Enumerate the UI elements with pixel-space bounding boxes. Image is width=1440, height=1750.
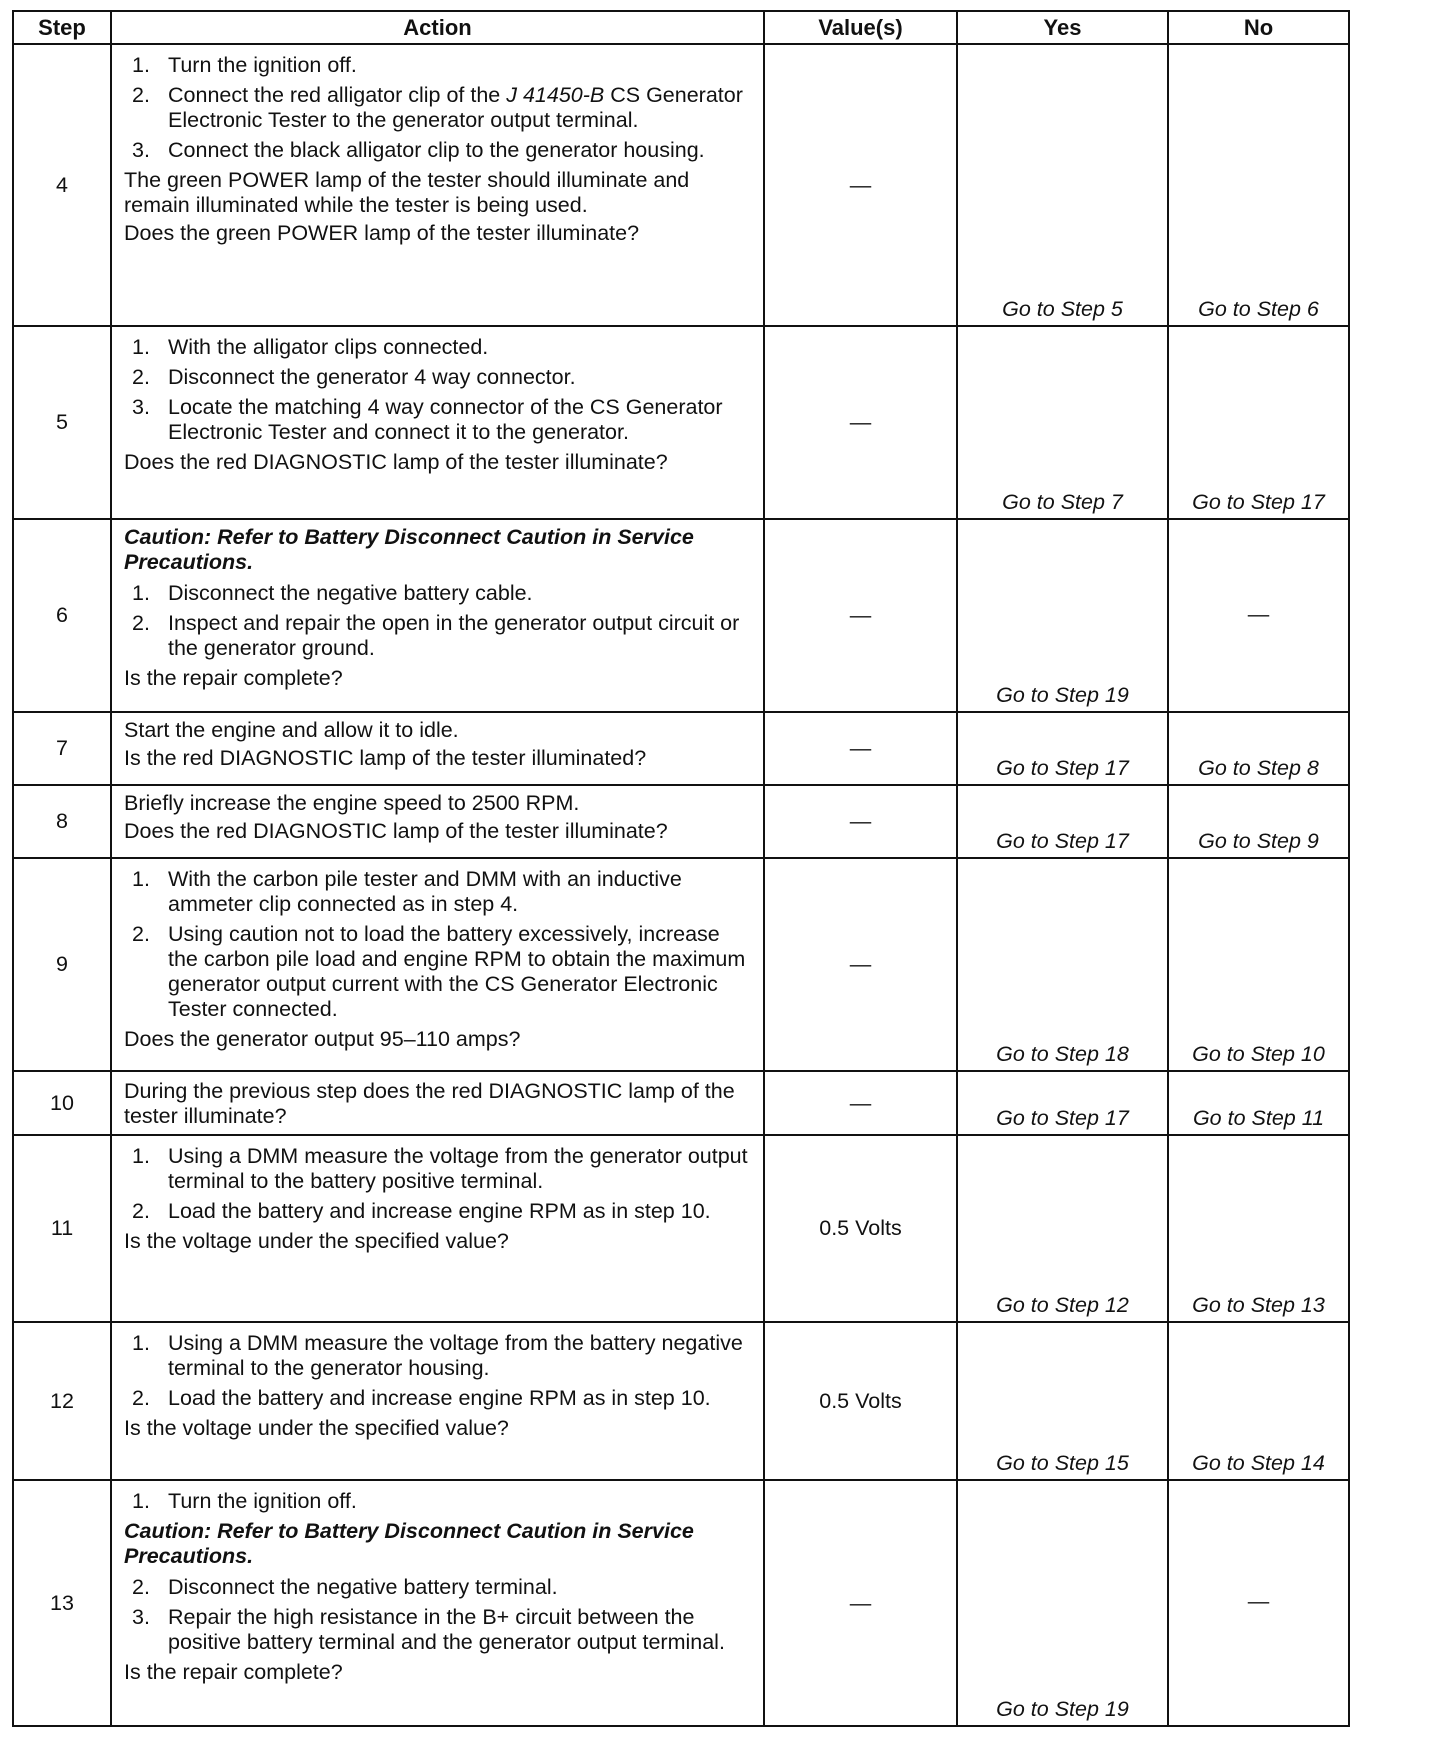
table-row [13, 712, 1349, 785]
table-row [13, 326, 1349, 519]
no-result: Go to Step 9 [1168, 785, 1349, 858]
header-no: No [1168, 11, 1349, 44]
step-number: 12 [13, 1322, 111, 1480]
item-number: 1. [132, 867, 150, 891]
item-text: Locate the matching 4 way connector of the CS Generator Electronic Tester and connect it to the generator. [168, 395, 723, 444]
item-text: With the carbon pile tester and DMM with an inductive ammeter clip connected as in step 4. [168, 867, 682, 916]
yes-result: Go to Step 7 [957, 326, 1168, 519]
question-text: Does the red DIAGNOSTIC lamp of the tester illuminate? [124, 450, 668, 474]
header-row [13, 11, 1349, 44]
value-cell: — [764, 785, 957, 858]
yes-result: Go to Step 5 [957, 44, 1168, 326]
list-item [124, 83, 753, 133]
value-cell: — [764, 1071, 957, 1135]
no-result: Go to Step 14 [1168, 1322, 1349, 1480]
item-text: With the alligator clips connected. [168, 335, 489, 359]
yes-result: Go to Step 17 [957, 785, 1168, 858]
question-text: Is the red DIAGNOSTIC lamp of the tester illuminated? [124, 746, 647, 770]
item-text: Using a DMM measure the voltage from the generator output terminal to the battery positive terminal. [168, 1144, 748, 1193]
header-yes: Yes [957, 11, 1168, 44]
list-item [124, 1331, 753, 1381]
item-number: 1. [132, 581, 150, 605]
item-text: Inspect and repair the open in the generator output circuit or the generator ground. [168, 611, 740, 660]
list-item [124, 1199, 753, 1224]
item-text-part: Connect the red alligator clip of the [168, 83, 507, 107]
item-text: Using a DMM measure the voltage from the battery negative terminal to the generator housing. [168, 1331, 743, 1380]
item-number: 3. [132, 1605, 150, 1629]
question-text: During the previous step does the red DIAGNOSTIC lamp of the tester illuminate? [124, 1079, 735, 1128]
item-number: 1. [132, 335, 150, 359]
table-row [13, 1071, 1349, 1135]
action-cell [111, 44, 764, 326]
item-number: 3. [132, 395, 150, 419]
step-number: 8 [13, 785, 111, 858]
table-row [13, 519, 1349, 712]
list-item [124, 1605, 753, 1655]
item-number: 2. [132, 922, 150, 946]
no-result: — [1168, 519, 1349, 712]
value-cell: 0.5 Volts [764, 1135, 957, 1322]
diagnostic-table [12, 10, 1350, 1727]
yes-result: Go to Step 15 [957, 1322, 1168, 1480]
list-item [124, 53, 753, 78]
item-text: Connect the black alligator clip to the generator housing. [168, 138, 705, 162]
list-item [124, 1144, 753, 1194]
table-row [13, 1322, 1349, 1480]
action-text: Briefly increase the engine speed to 2500 RPM. [124, 791, 580, 815]
item-number: 1. [132, 53, 150, 77]
action-cell [111, 1135, 764, 1322]
item-text: Disconnect the negative battery cable. [168, 581, 533, 605]
item-text: Disconnect the negative battery terminal. [168, 1575, 558, 1599]
yes-result: Go to Step 19 [957, 1480, 1168, 1726]
caution-text: Caution: Refer to Battery Disconnect Caution in Service Precautions. [124, 1519, 694, 1568]
value-cell: — [764, 44, 957, 326]
table-row [13, 785, 1349, 858]
table-row [13, 858, 1349, 1071]
item-number: 1. [132, 1331, 150, 1355]
question-text: Does the green POWER lamp of the tester illuminate? [124, 221, 640, 245]
item-number: 1. [132, 1489, 150, 1513]
question-text: Is the voltage under the specified value? [124, 1229, 509, 1253]
list-item [124, 581, 753, 606]
item-number: 2. [132, 1386, 150, 1410]
action-cell [111, 519, 764, 712]
action-text: Start the engine and allow it to idle. [124, 718, 459, 742]
list-item [124, 1489, 753, 1514]
yes-result: Go to Step 18 [957, 858, 1168, 1071]
value-cell: — [764, 858, 957, 1071]
item-text: Repair the high resistance in the B+ circuit between the positive battery terminal and the generator output terminal. [168, 1605, 725, 1654]
yes-result: Go to Step 12 [957, 1135, 1168, 1322]
value-cell: 0.5 Volts [764, 1322, 957, 1480]
question-text: Is the voltage under the specified value? [124, 1416, 509, 1440]
table-row [13, 1135, 1349, 1322]
step-number: 4 [13, 44, 111, 326]
action-cell [111, 1071, 764, 1135]
step-number: 11 [13, 1135, 111, 1322]
question-text: Does the generator output 95–110 amps? [124, 1027, 521, 1051]
step-number: 9 [13, 858, 111, 1071]
step-number: 10 [13, 1071, 111, 1135]
question-text: Is the repair complete? [124, 1660, 343, 1684]
action-cell [111, 326, 764, 519]
header-values: Value(s) [764, 11, 957, 44]
item-text: Using caution not to load the battery excessively, increase the carbon pile load and engine RPM to obtain the maximum generator output current with the CS Generator Electronic Tester connected. [168, 922, 746, 1021]
header-step: Step [13, 11, 111, 44]
item-number: 1. [132, 1144, 150, 1168]
no-result: — [1168, 1480, 1349, 1726]
header-action: Action [111, 11, 764, 44]
caution-text: Caution: Refer to Battery Disconnect Caution in Service Precautions. [124, 525, 694, 574]
question-text: Is the repair complete? [124, 666, 343, 690]
tool-reference: J 41450-B [506, 83, 605, 107]
step-number: 5 [13, 326, 111, 519]
yes-result: Go to Step 19 [957, 519, 1168, 712]
list-item [124, 611, 753, 661]
item-number: 2. [132, 611, 150, 635]
item-text: Disconnect the generator 4 way connector. [168, 365, 576, 389]
list-item [124, 138, 753, 163]
list-item [124, 867, 753, 917]
action-cell [111, 712, 764, 785]
no-result: Go to Step 6 [1168, 44, 1349, 326]
diagnostic-table-page [12, 10, 1348, 1727]
question-text: Does the red DIAGNOSTIC lamp of the tester illuminate? [124, 819, 668, 843]
list-item [124, 1575, 753, 1600]
item-number: 2. [132, 365, 150, 389]
item-number: 2. [132, 83, 150, 107]
item-number: 2. [132, 1199, 150, 1223]
yes-result: Go to Step 17 [957, 712, 1168, 785]
value-cell: — [764, 712, 957, 785]
action-cell [111, 858, 764, 1071]
action-cell [111, 1480, 764, 1726]
item-text: Load the battery and increase engine RPM as in step 10. [168, 1386, 711, 1410]
item-text: Turn the ignition off. [168, 1489, 357, 1513]
no-result: Go to Step 10 [1168, 858, 1349, 1071]
action-cell [111, 1322, 764, 1480]
no-result: Go to Step 17 [1168, 326, 1349, 519]
list-item [124, 365, 753, 390]
step-number: 6 [13, 519, 111, 712]
list-item [124, 335, 753, 360]
table-row [13, 1480, 1349, 1726]
no-result: Go to Step 13 [1168, 1135, 1349, 1322]
list-item [124, 395, 753, 445]
value-cell: — [764, 519, 957, 712]
item-number: 3. [132, 138, 150, 162]
table-row [13, 44, 1349, 326]
action-cell [111, 785, 764, 858]
list-item [124, 1386, 753, 1411]
item-text: Turn the ignition off. [168, 53, 357, 77]
no-result: Go to Step 8 [1168, 712, 1349, 785]
note-text: The green POWER lamp of the tester should illuminate and remain illuminated while the tester is being used. [124, 168, 690, 217]
step-number: 7 [13, 712, 111, 785]
item-text-part: CS Generator Electronic Tester to the generator output terminal. [168, 83, 743, 132]
value-cell: — [764, 326, 957, 519]
yes-result: Go to Step 17 [957, 1071, 1168, 1135]
list-item [124, 922, 753, 1022]
item-text [168, 83, 753, 133]
value-cell: — [764, 1480, 957, 1726]
no-result: Go to Step 11 [1168, 1071, 1349, 1135]
item-number: 2. [132, 1575, 150, 1599]
item-text: Load the battery and increase engine RPM as in step 10. [168, 1199, 711, 1223]
step-number: 13 [13, 1480, 111, 1726]
